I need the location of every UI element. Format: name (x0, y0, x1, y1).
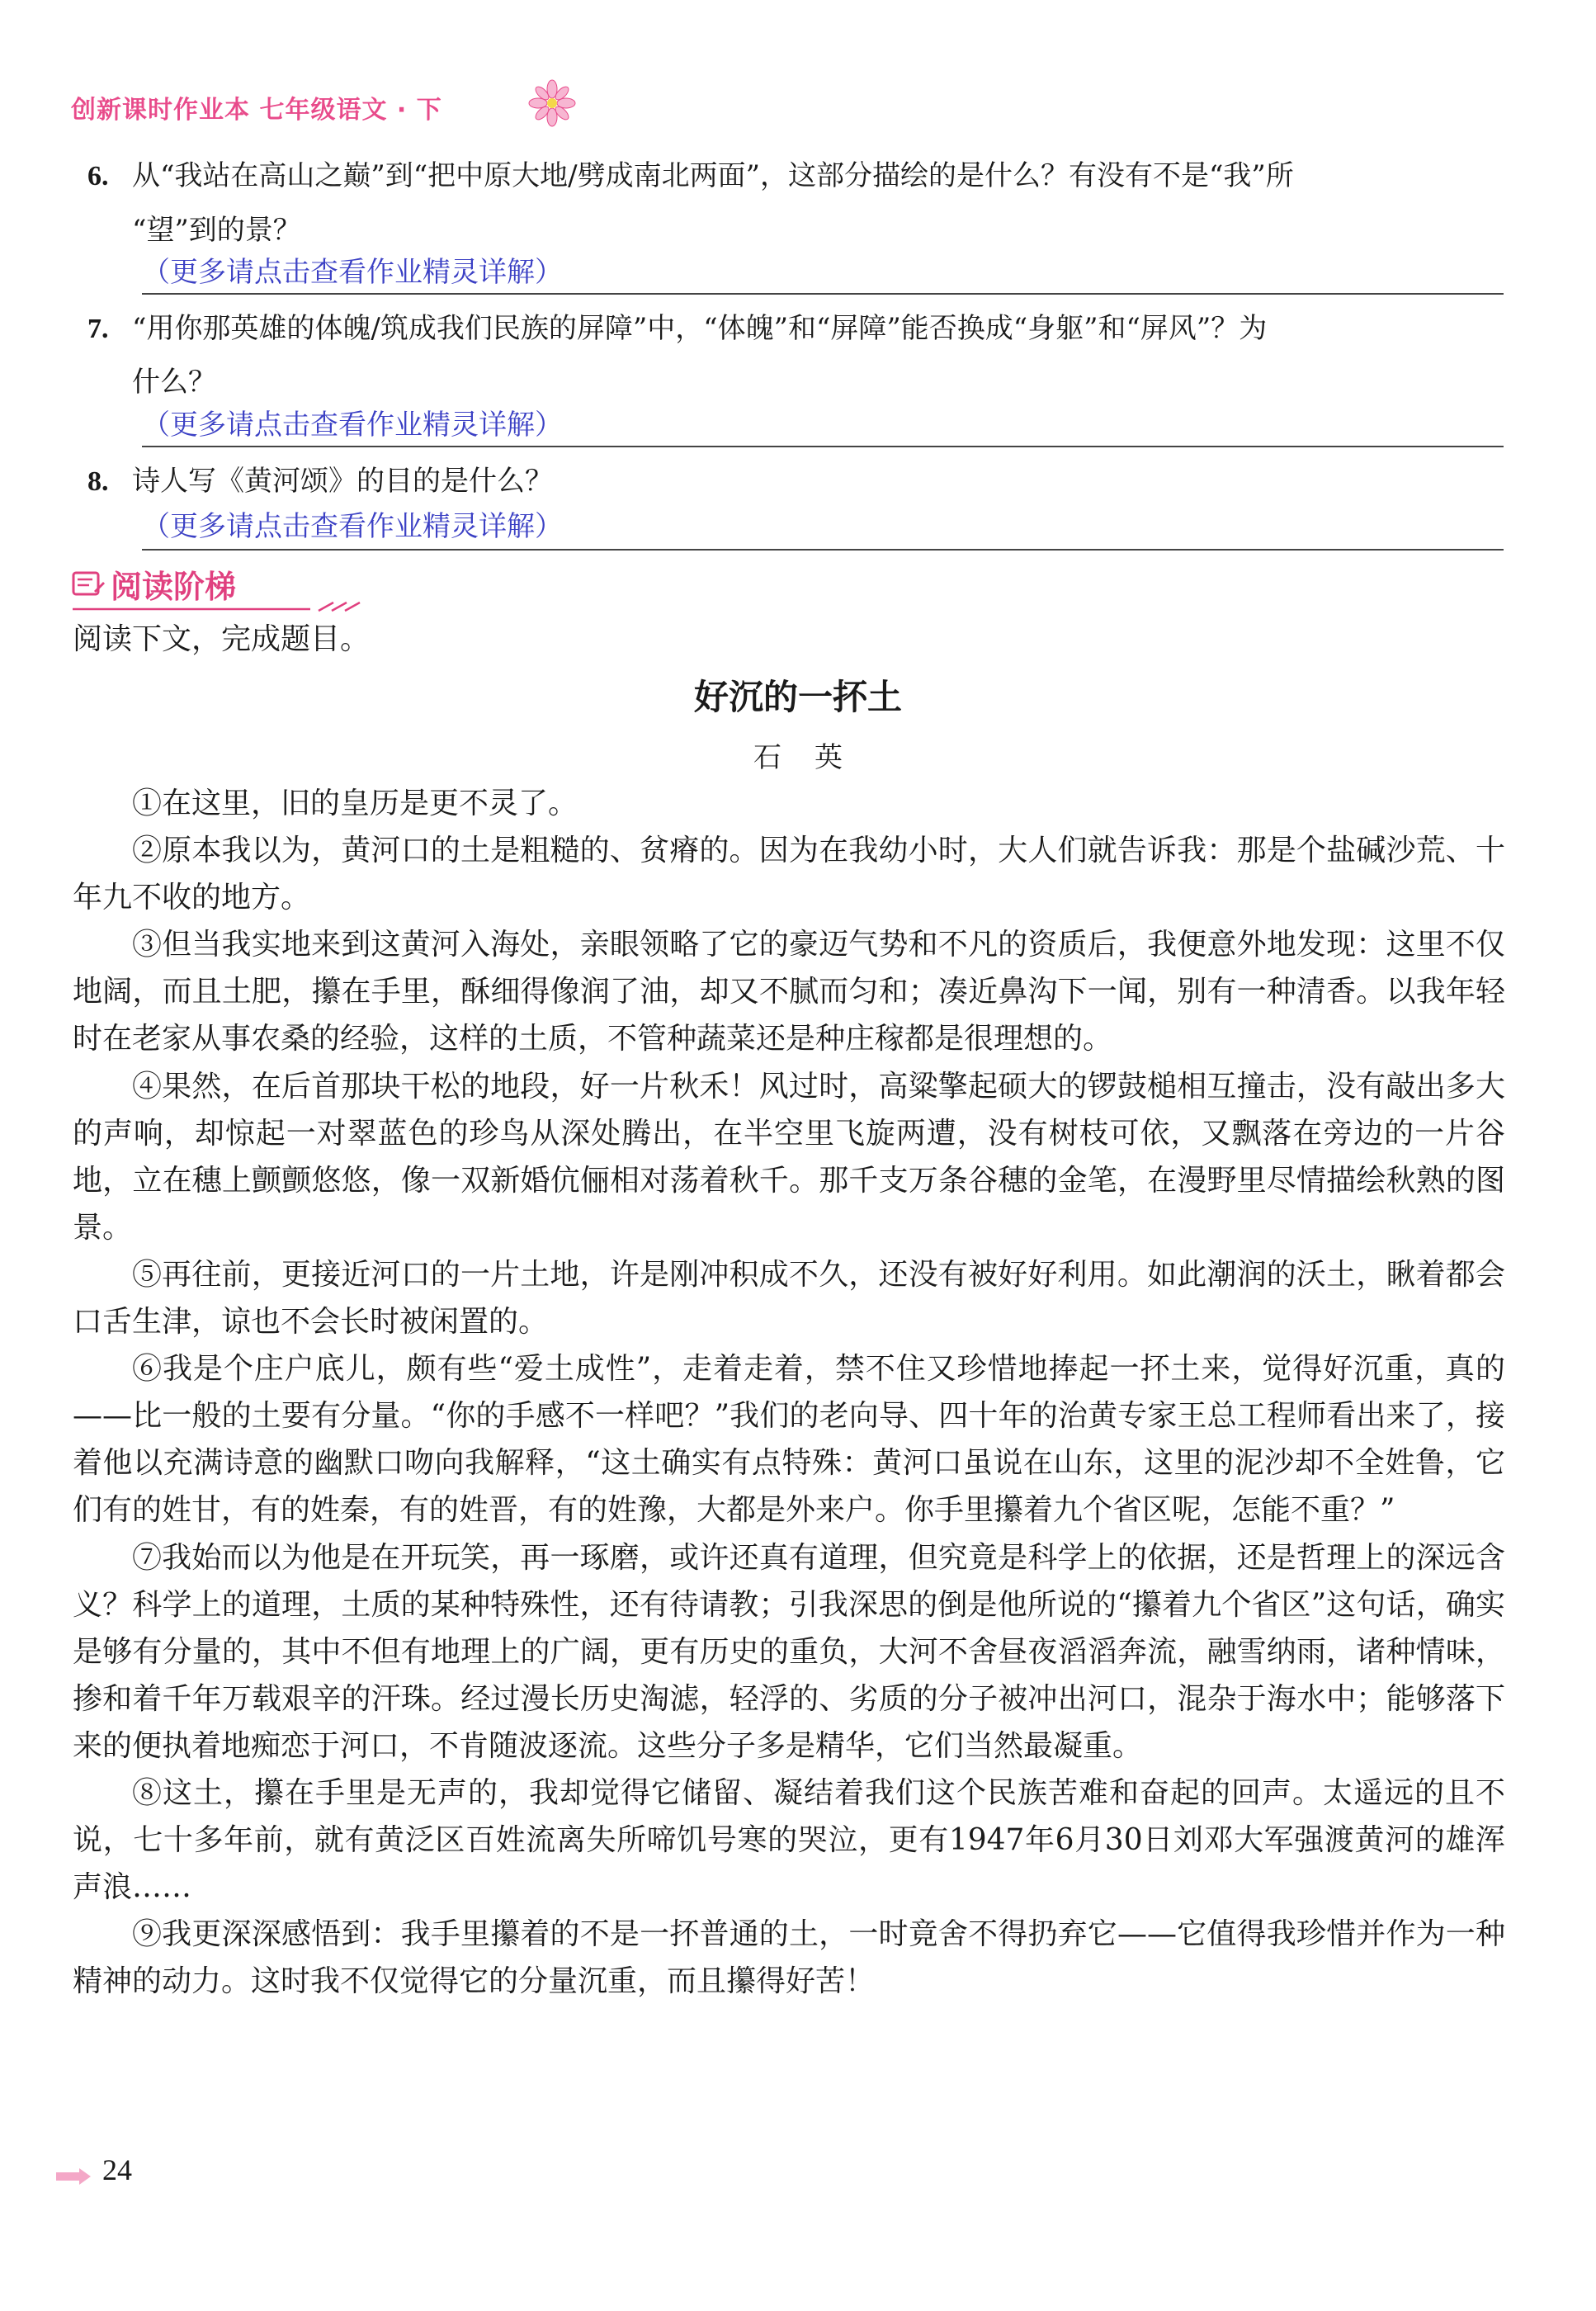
paragraph-3: ③但当我实地来到这黄河入海处，亲眼领略了它的豪迈气势和不凡的资质后，我便意外地发现：这里不仅地阔，而且土肥，攥在手里，酥细得像润了油，却又不腻而匀和；凑近鼻沟下一闻，别有一种清香。以我年轻时在老家从事农桑的经验，这样的土质，不管种蔬菜还是种庄稼都是很理想的。 (73, 928, 1505, 1056)
question-text: “用你那英雄的体魄/筑成我们民族的屏障”中，“体魄”和“屏障”能否换成“身躯”和“屏风”？为 (132, 312, 1268, 345)
paragraph-7: ⑦我始而以为他是在开玩笑，再一琢磨，或许还真有道理，但究竟是科学上的依据，还是哲理上的深远含义？科学上的道理，土质的某种特殊性，还有待请教；引我深思的倒是他所说的“攥着九个省区”这句话，确实是够有分量的，其中不但有地理上的广阔，更有历史的重负，大河不舍昼夜滔滔奔流，融雪纳雨，诸种情味，掺和着千年万载艰辛的汗珠。经过漫长历史淘滤，轻浮的、劣质的分子被冲出河口，混杂于海水中；能够落下来的便执着地痴恋于河口，不肯随波逐流。这些分子多是精华，它们当然最凝重。 (73, 1540, 1505, 1763)
answer-line (142, 293, 1504, 295)
decorative-underline (71, 601, 368, 612)
section-title: 阅读阶梯 (111, 569, 237, 605)
solution-link[interactable]: （更多请点击查看作业精灵详解） (142, 510, 563, 543)
series-title: 创新课时作业本 七年级语文 · 下 (71, 96, 442, 125)
arrow-icon (54, 2167, 92, 2186)
answer-line (142, 446, 1504, 447)
paragraph-1: ①在这里，旧的皇历是更不灵了。 (132, 787, 578, 820)
article-title: 好沉的一抔土 (693, 677, 902, 717)
question-7 (87, 305, 1504, 352)
page-number: 24 (102, 2153, 132, 2186)
paragraph-4: ④果然，在后首那块干松的地段，好一片秋禾！风过时，高粱擎起硕大的锣鼓槌相互撞击，没有敲出多大的声响，却惊起一对翠蓝色的珍鸟从深处腾出，在半空里飞旋两遭，没有树枝可依，又飘落在旁边的一片谷地，立在穗上颤颤悠悠，像一双新婚伉俪相对荡着秋千。那千支万条谷穗的金笔，在漫野里尽情描绘秋熟的图景。 (73, 1069, 1505, 1245)
question-number: 7. (87, 314, 109, 344)
question-6 (87, 153, 1504, 200)
book-pencil-icon (71, 566, 106, 601)
paragraph-9: ⑨我更深深感悟到：我手里攥着的不是一抔普通的土，一时竟舍不得扔弃它——它值得我珍惜并作为一种精神的动力。这时我不仅觉得它的分量沉重，而且攥得好苦！ (73, 1917, 1505, 1999)
answer-line (142, 549, 1504, 551)
question-number: 6. (87, 161, 109, 191)
question-8 (87, 458, 1504, 505)
question-text: 从“我站在高山之巅”到“把中原大地/劈成南北两面”，这部分描绘的是什么？有没有不是“我”所 (132, 159, 1294, 192)
question-text-continued: “望”到的景？ (132, 214, 301, 247)
question-number: 8. (87, 466, 109, 497)
paragraph-6: ⑥我是个庄户底儿，颇有些“爱土成性”，走着走着，禁不住又珍惜地捧起一抔土来，觉得好沉重，真的——比一般的土要有分量。“你的手感不一样吧？”我们的老向导、四十年的治黄专家王总工程师看出来了，接着他以充满诗意的幽默口吻向我解释，“这土确实有点特殊：黄河口虽说在山东，这里的泥沙却不全姓鲁，它们有的姓甘，有的姓秦，有的姓晋，有的姓豫，大都是外来户。你手里攥着九个省区呢，怎能不重？” (73, 1352, 1505, 1528)
solution-link[interactable]: （更多请点击查看作业精灵详解） (142, 409, 563, 442)
paragraph-2: ②原本我以为，黄河口的土是粗糙的、贫瘠的。因为在我幼小时，大人们就告诉我：那是个盐碱沙荒、十年九不收的地方。 (73, 834, 1505, 915)
section-heading (71, 558, 352, 607)
paragraph-5: ⑤再往前，更接近河口的一片土地，许是刚冲积成不久，还没有被好好利用。如此潮润的沃土，瞅着都会口舌生津，谅也不会长时被闲置的。 (73, 1257, 1505, 1340)
flower-icon (528, 79, 576, 127)
paragraph-8: ⑧这土，攥在手里是无声的，我却觉得它储留、凝结着我们这个民族苦难和奋起的回声。太遥远的且不说，七十多年前，就有黄泛区百姓流离失所啼饥号寒的哭泣，更有1947年6月30日刘邓大军强渡黄河的雄浑声浪…… (73, 1775, 1505, 1905)
article-body (73, 780, 1505, 2005)
solution-link[interactable]: （更多请点击查看作业精灵详解） (142, 256, 563, 289)
question-text-continued: 什么？ (132, 366, 216, 399)
question-text: 诗人写《黄河颂》的目的是什么？ (132, 465, 553, 498)
reading-instruction: 阅读下文，完成题目。 (73, 622, 371, 656)
article-author: 石英 (753, 741, 876, 774)
